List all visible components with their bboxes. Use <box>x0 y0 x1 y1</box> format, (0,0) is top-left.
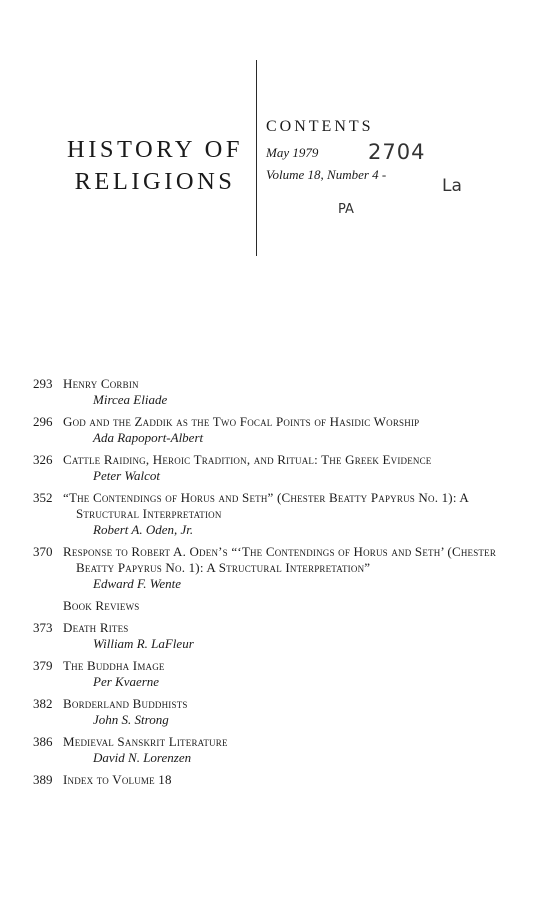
toc-entry <box>33 696 519 728</box>
review-title: The Buddha Image <box>63 658 165 673</box>
review-title: Death Rites <box>63 620 129 635</box>
handwritten-note-la: La <box>442 176 462 196</box>
toc-entry <box>33 544 519 592</box>
page-number: 389 <box>33 772 53 787</box>
issue-volume: Volume 18, Number 4 - <box>266 167 387 182</box>
article-title: Henry Corbin <box>63 376 139 391</box>
toc-entry <box>33 734 519 766</box>
review-title: Borderland Buddhists <box>63 696 188 711</box>
issue-date: May 1979 <box>266 145 319 160</box>
page-number: 379 <box>33 658 53 673</box>
toc-entry <box>33 452 519 484</box>
page-number: 352 <box>33 490 53 505</box>
table-of-contents <box>33 376 519 794</box>
article-title: Response to Robert A. Oden’s “‘The Contendings of Horus and Seth’ (Chester Beatty Papyrus No. 1): A Structural Interpretation” <box>63 544 497 575</box>
article-title: “The Contendings of Horus and Seth” (Chester Beatty Papyrus No. 1): A Structural Interpretation <box>63 490 469 521</box>
contents-heading: CONTENTS <box>266 118 374 135</box>
toc-entry <box>33 620 519 652</box>
handwritten-note-pa: PA <box>338 202 354 217</box>
page-number: 373 <box>33 620 53 635</box>
review-author: John S. Strong <box>93 712 169 727</box>
article-author: Edward F. Wente <box>93 576 181 591</box>
journal-title: HISTORY OF RELIGIONS <box>67 136 243 195</box>
toc-entry-index <box>33 772 519 788</box>
page-number: 382 <box>33 696 53 711</box>
handwritten-note-number: 2704 <box>368 140 426 164</box>
index-title: Index to Volume 18 <box>63 772 172 787</box>
page-number: 386 <box>33 734 53 749</box>
article-author: Ada Rapoport-Albert <box>93 430 204 445</box>
page-number: 293 <box>33 376 53 391</box>
toc-entry <box>33 376 519 408</box>
article-title: Cattle Raiding, Heroic Tradition, and Ritual: The Greek Evidence <box>63 452 432 467</box>
toc-entry <box>33 414 519 446</box>
review-author: David N. Lorenzen <box>93 750 192 765</box>
article-author: Peter Walcot <box>93 468 161 483</box>
review-author: William R. LaFleur <box>93 636 194 651</box>
page-number: 296 <box>33 414 53 429</box>
page-number: 370 <box>33 544 53 559</box>
article-author: Mircea Eliade <box>93 392 168 407</box>
article-title: God and the Zaddik as the Two Focal Points of Hasidic Worship <box>63 414 420 429</box>
toc-entry <box>33 658 519 690</box>
toc-entry <box>33 490 519 538</box>
vertical-divider <box>256 60 257 256</box>
review-title: Medieval Sanskrit Literature <box>63 734 228 749</box>
book-reviews-heading: Book Reviews <box>63 598 140 613</box>
review-author: Per Kvaerne <box>93 674 160 689</box>
article-author: Robert A. Oden, Jr. <box>93 522 194 537</box>
page-number: 326 <box>33 452 53 467</box>
